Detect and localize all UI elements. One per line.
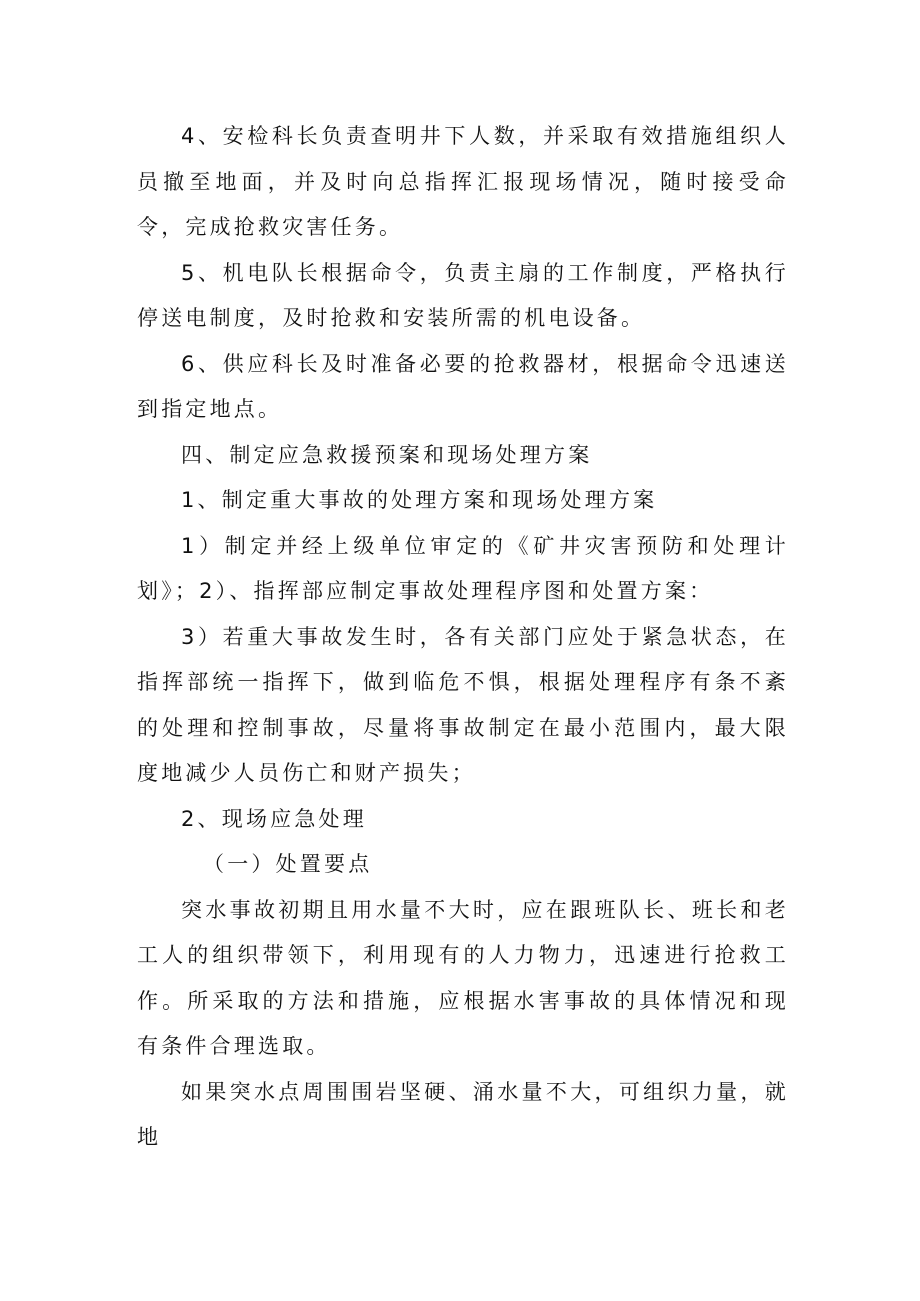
subsection-heading-onsite-emergency: 2、现场应急处理	[181, 806, 367, 831]
paragraph-water-inrush-initial: 突水事故初期且用水量不大时，应在跟班队长、班长和老工人的组织带领下，利用现有的人力物力，迅速进行抢救工作。所采取的方法和措施，应根据水害事故的具体情况和现有条件合理选取。	[137, 897, 789, 1058]
paragraph-emergency-state: 3）若重大事故发生时，各有关部门应处于紧急状态，在指挥部统一指挥下，做到临危不惧，根据处理程序有条不紊的处理和控制事故，尽量将事故制定在最小范围内，最大限度地减少人员伤亡和财产损失；	[137, 624, 789, 785]
paragraph-safety-chief: 4、安检科长负责查明井下人数，并采取有效措施组织人员撤至地面，并及时向总指挥汇报现场情况，随时接受命令，完成抢救灾害任务。	[137, 124, 789, 239]
paragraph-disaster-prevention-plan: 1）制定并经上级单位审定的《矿井灾害预防和处理计划》；2）、指挥部应制定事故处理程序图和处置方案：	[137, 533, 789, 603]
paragraph-water-inrush-rock: 如果突水点周围围岩坚硬、涌水量不大，可组织力量，就地	[137, 1079, 789, 1149]
document-body	[137, 114, 789, 1161]
section-heading-emergency-plan: 四、制定应急救援预案和现场处理方案	[181, 442, 593, 467]
paragraph-electromechanical-chief: 5、机电队长根据命令，负责主扇的工作制度，严格执行停送电制度，及时抢救和安装所需的机电设备。	[137, 260, 789, 330]
subsection-heading-major-accident-plan: 1、制定重大事故的处理方案和现场处理方案	[181, 488, 658, 512]
paragraph-supply-chief: 6、供应科长及时准备必要的抢救器材，根据命令迅速送到指定地点。	[137, 351, 789, 421]
subheading-key-points: （一）处置要点	[203, 852, 373, 876]
